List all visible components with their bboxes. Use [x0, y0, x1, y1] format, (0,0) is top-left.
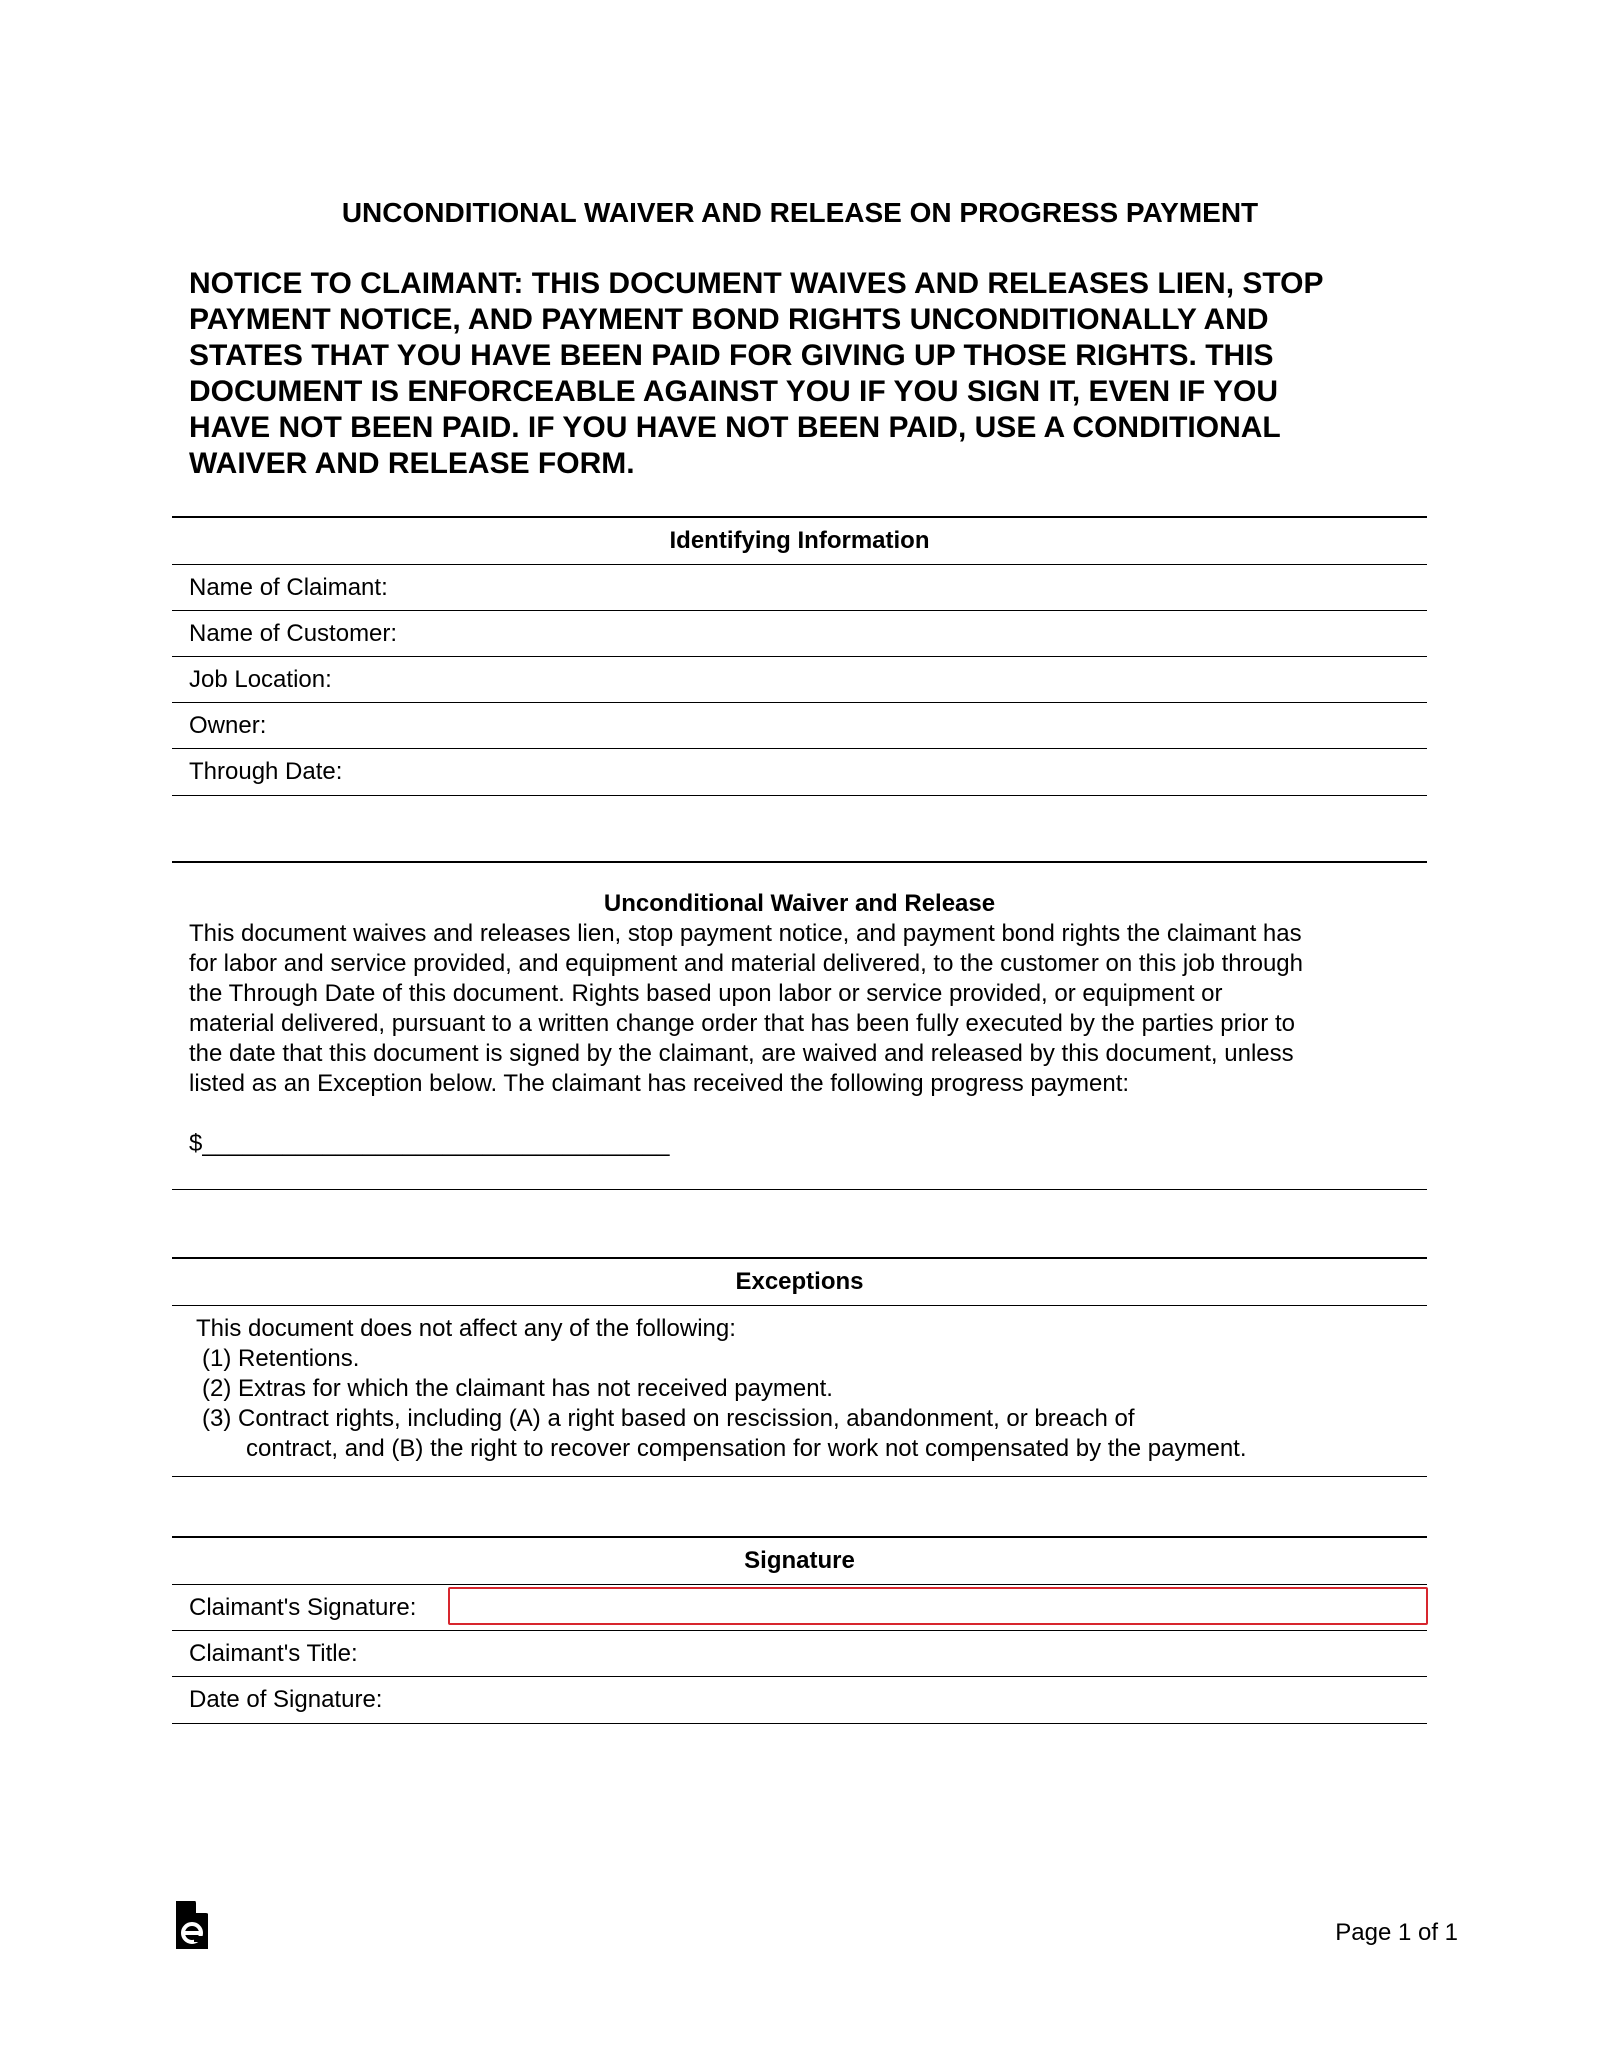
exceptions-intro: This document does not affect any of the following: — [196, 1315, 736, 1342]
field-label: Date of Signature: — [189, 1686, 383, 1713]
field-label: Job Location: — [189, 666, 332, 693]
notice-line: PAYMENT NOTICE, AND PAYMENT BOND RIGHTS UNCONDITIONALLY AND — [189, 303, 1269, 336]
claimants-title-field[interactable] — [172, 1630, 1427, 1676]
signature-header: Signature — [744, 1547, 855, 1574]
job-location-field[interactable] — [172, 656, 1427, 702]
exception-item: (3) Contract rights, including (A) a right based on rescission, abandonment, or breach of — [202, 1405, 1135, 1432]
field-label: Owner: — [189, 712, 267, 739]
eforms-logo-icon — [174, 1899, 210, 1951]
field-label: Claimant's Signature: — [189, 1594, 417, 1621]
signature-input-box[interactable] — [448, 1587, 1428, 1625]
signature-section — [172, 1536, 1427, 1724]
owner-field[interactable] — [172, 702, 1427, 748]
through-date-field[interactable] — [172, 748, 1427, 796]
progress-payment-amount-field[interactable]: $___________________________________ — [189, 1130, 670, 1157]
exceptions-header: Exceptions — [735, 1268, 864, 1295]
waiver-header: Unconditional Waiver and Release — [603, 890, 996, 917]
field-label: Name of Claimant: — [189, 574, 388, 601]
exception-item: (2) Extras for which the claimant has not received payment. — [202, 1375, 833, 1402]
notice-line: STATES THAT YOU HAVE BEEN PAID FOR GIVING UP THOSE RIGHTS. THIS — [189, 339, 1274, 372]
notice-to-claimant — [189, 266, 1449, 482]
notice-line: NOTICE TO CLAIMANT: THIS DOCUMENT WAIVES AND RELEASES LIEN, STOP — [189, 267, 1324, 300]
waiver-line: the Through Date of this document. Rights based upon labor or service provided, or equipment or — [189, 980, 1223, 1007]
notice-line: HAVE NOT BEEN PAID. IF YOU HAVE NOT BEEN PAID, USE A CONDITIONAL — [189, 411, 1281, 444]
section-rule — [172, 1476, 1427, 1477]
page-title: UNCONDITIONAL WAIVER AND RELEASE ON PROGRESS PAYMENT — [341, 197, 1259, 228]
waiver-line: for labor and service provided, and equipment and material delivered, to the customer on this job through — [189, 950, 1303, 977]
notice-line: DOCUMENT IS ENFORCEABLE AGAINST YOU IF YOU SIGN IT, EVEN IF YOU — [189, 375, 1279, 408]
notice-line: WAIVER AND RELEASE FORM. — [189, 447, 635, 480]
exception-item: (1) Retentions. — [202, 1345, 360, 1372]
waiver-section — [172, 861, 1427, 1190]
exceptions-section — [172, 1257, 1427, 1477]
waiver-line: material delivered, pursuant to a written change order that has been fully executed by the parties prior to — [189, 1010, 1295, 1037]
identifying-information-header: Identifying Information — [669, 527, 930, 554]
field-label: Claimant's Title: — [189, 1640, 358, 1667]
field-label: Through Date: — [189, 758, 343, 785]
field-label: Name of Customer: — [189, 620, 398, 647]
page-number: Page 1 of 1 — [1335, 1919, 1458, 1946]
waiver-line: listed as an Exception below. The claimant has received the following progress payment: — [189, 1070, 1130, 1097]
section-rule — [172, 1189, 1427, 1190]
waiver-line: the date that this document is signed by the claimant, are waived and released by this document, unless — [189, 1040, 1294, 1067]
name-of-customer-field[interactable] — [172, 610, 1427, 656]
name-of-claimant-field[interactable] — [172, 564, 1427, 610]
exception-item-continuation: contract, and (B) the right to recover compensation for work not compensated by the payment. — [246, 1435, 1247, 1462]
claimants-signature-field — [172, 1584, 1427, 1630]
exceptions-body — [172, 1306, 1427, 1476]
waiver-line: This document waives and releases lien, stop payment notice, and payment bond rights the claimant has — [189, 920, 1302, 947]
date-of-signature-field[interactable] — [172, 1676, 1427, 1724]
eforms-logo-icon — [174, 1899, 210, 1951]
waiver-body — [172, 919, 1427, 1099]
identifying-information-section — [172, 516, 1427, 796]
